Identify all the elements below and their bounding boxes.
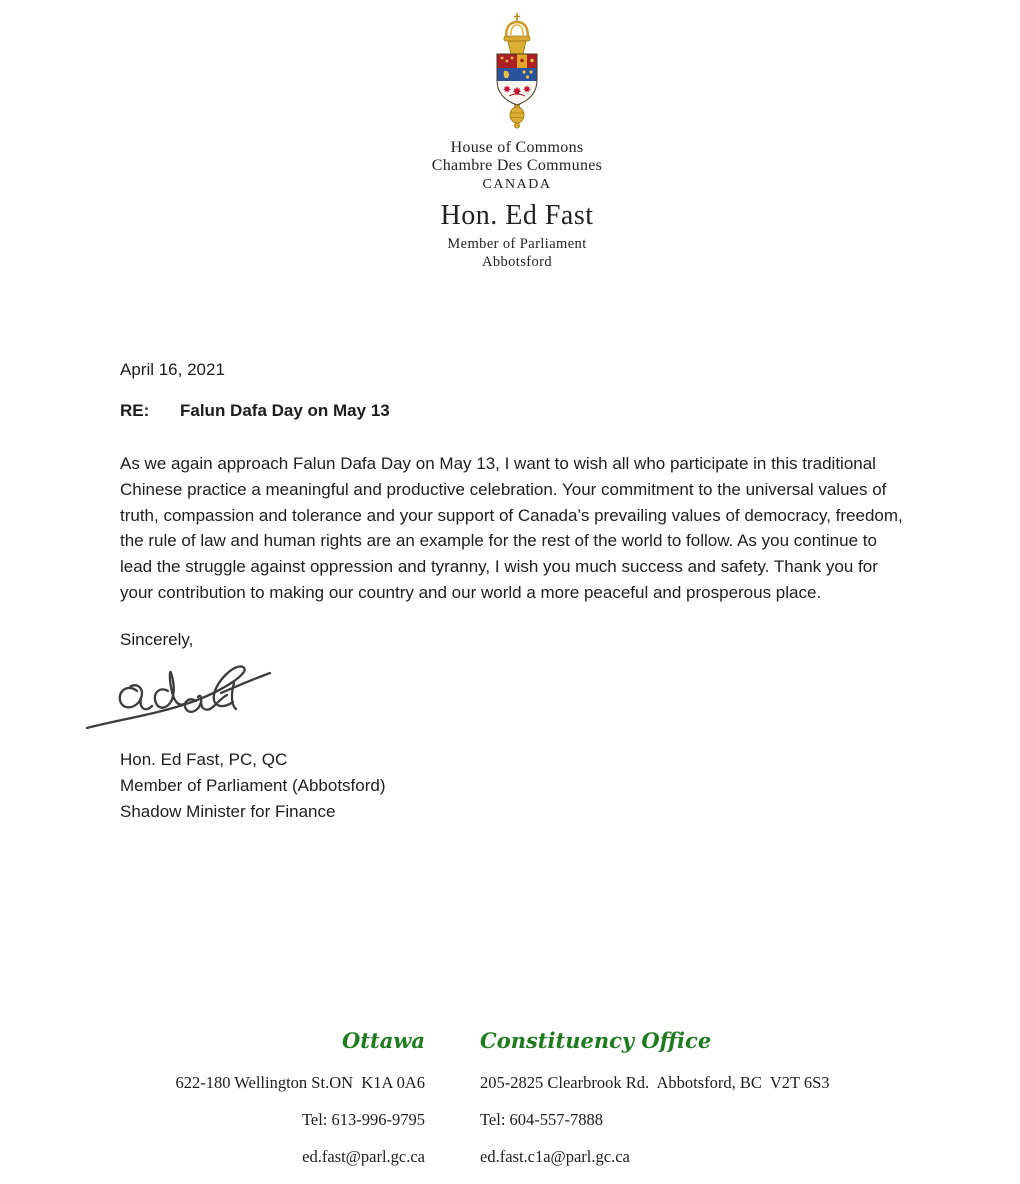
letterhead-riding: Abbotsford — [481, 254, 553, 270]
footer-ottawa-address: 622-180 Wellington St.ON K1A 0A6 — [175, 1073, 425, 1092]
footer-ottawa-email: ed.fast@parl.gc.ca — [302, 1147, 425, 1166]
letter-body: As we again approach Falun Dafa Day on May 13, I want to wish all who participate in this traditional Chinese practice a meaningful and productive celebration. Your commitment to the universal values of truth, compassion and tolerance and your support of Canada’s prevailing values of democracy, freedom, the rule of law and human rights are an example for the rest of the world to follow. As you continue to lead the struggle against oppression and tyranny, I wish you much success and safety. Thank you for your contribution to making our country and our world a more peaceful and prosperous place. — [120, 454, 903, 602]
signer-title1: Member of Parliament (Abbotsford) — [120, 776, 386, 795]
footer-ottawa-heading: Ottawa — [342, 1028, 425, 1053]
letter-closing: Sincerely, — [120, 630, 194, 649]
letterhead-canada: CANADA — [482, 177, 552, 192]
letterhead-member-name: Hon. Ed Fast — [440, 200, 594, 231]
footer-constituency-address: 205-2825 Clearbrook Rd. Abbotsford, BC V2T 6S3 — [480, 1073, 830, 1092]
letterhead-house-of-commons: House of Commons — [450, 139, 584, 156]
letterhead-chambre: Chambre Des Communes — [431, 157, 603, 174]
signer-block — [120, 747, 386, 825]
signature-ed-fast — [84, 656, 276, 736]
signer-name: Hon. Ed Fast, PC, QC — [120, 750, 288, 769]
footer-constituency-email: ed.fast.c1a@parl.gc.ca — [480, 1147, 630, 1166]
letterhead-member-title: Member of Parliament — [447, 236, 587, 252]
re-label: RE: — [120, 401, 150, 420]
signer-title2: Shadow Minister for Finance — [120, 802, 336, 821]
footer-ottawa-tel: Tel: 613-996-9795 — [301, 1110, 425, 1129]
house-of-commons-crest-icon — [487, 12, 547, 130]
footer-constituency-tel: Tel: 604-557-7888 — [480, 1110, 604, 1129]
footer-constituency-heading: Constituency Office — [480, 1028, 712, 1053]
re-subject: Falun Dafa Day on May 13 — [180, 401, 390, 420]
letter-date: April 16, 2021 — [120, 360, 225, 379]
letterhead — [317, 139, 717, 271]
